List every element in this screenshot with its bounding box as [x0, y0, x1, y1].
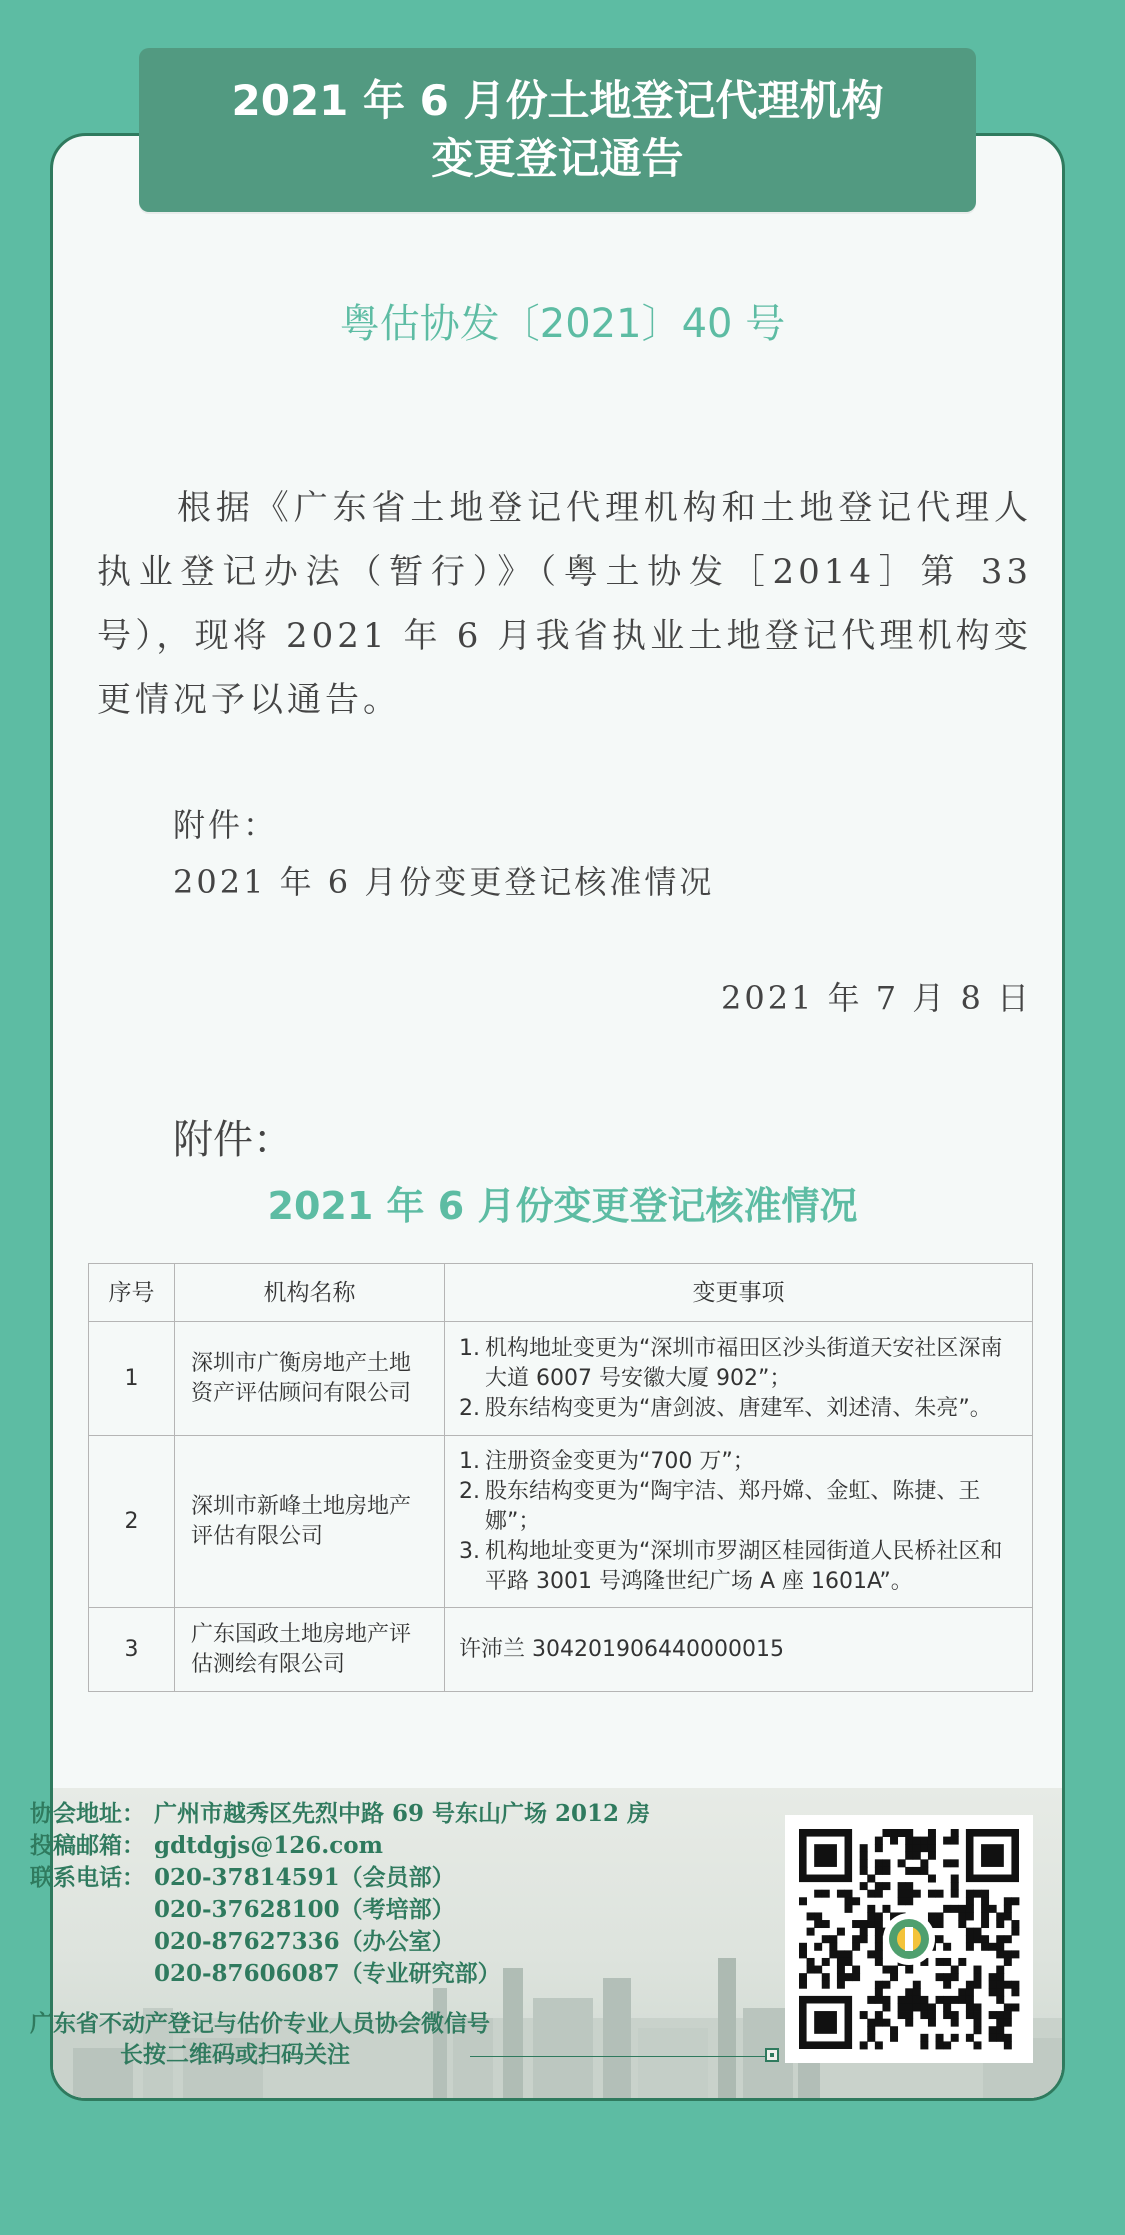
annex-heading: 附件：: [173, 1117, 293, 1163]
table-row: [89, 1608, 1033, 1692]
email-row: 投稿邮箱： gdtdgjs@126.com: [30, 1830, 650, 1862]
phone-number: 020-87627336（办公室）: [154, 1928, 455, 1955]
phone-number: 020-37628100（考培部）: [154, 1896, 455, 1923]
title-line-1: 2021 年 6 月份土地登记代理机构: [231, 76, 884, 125]
body-paragraph: 根据《广东省土地登记代理机构和土地登记代理人执业登记办法（暂行）》（粤土协发［2014］第 33 号），现将 2021 年 6 月我省执业土地登记代理机构变更情况予以通告。: [97, 488, 1032, 720]
phone-row: [30, 1894, 650, 1926]
change-item: 2. 股东结构变更为“唐剑波、唐建军、刘述清、朱亮”。: [459, 1395, 992, 1421]
title-line-2: 变更登记通告: [431, 134, 684, 183]
row-org: 深圳市广衡房地产土地资产评估顾问有限公司: [175, 1322, 445, 1436]
table-row: [89, 1322, 1033, 1436]
wechat-line-2: 长按二维码或扫码关注: [120, 2041, 350, 2068]
email-link[interactable]: gdtdgjs@126.com: [154, 1832, 383, 1859]
change-item: 1. 机构地址变更为“深圳市福田区沙头街道天安社区深南大道 6007 号安徽大厦 902”；: [459, 1335, 1003, 1391]
notice-date: 2021 年 7 月 8 日: [720, 979, 1032, 1017]
wechat-prompt: [30, 2008, 490, 2070]
contact-info: [30, 1798, 650, 1990]
attachment-label: 附件：: [173, 806, 279, 844]
change-item: 1. 注册资金变更为“700 万”；: [459, 1448, 755, 1474]
qr-code-icon[interactable]: [785, 1815, 1033, 2063]
document-number: 粤估协发〔2021〕40 号: [339, 301, 786, 347]
row-org: 深圳市新峰土地房地产评估有限公司: [175, 1436, 445, 1608]
row-changes: 许沛兰 304201906440000015: [445, 1608, 1033, 1692]
title-banner: [139, 48, 976, 212]
row-changes: [445, 1322, 1033, 1436]
header-no: 序号: [89, 1264, 175, 1322]
row-org: 广东国政土地房地产评估测绘有限公司: [175, 1608, 445, 1692]
header-org: 机构名称: [175, 1264, 445, 1322]
changes-table: [88, 1263, 1033, 1692]
table-row: [89, 1436, 1033, 1608]
change-item: 2. 股东结构变更为“陶宇洁、郑丹嫦、金虹、陈捷、王娜”；: [459, 1478, 981, 1534]
change-item: 3. 机构地址变更为“深圳市罗湖区桂园街道人民桥社区和平路 3001 号鸿隆世纪广场 A 座 1601A”。: [459, 1538, 1003, 1594]
annex-title: 2021 年 6 月份变更登记核准情况: [267, 1184, 858, 1228]
row-no: 3: [89, 1608, 175, 1692]
phone-number: 020-37814591（会员部）: [154, 1864, 455, 1891]
header-changes: 变更事项: [445, 1264, 1033, 1322]
divider-marker-icon: [765, 2048, 779, 2062]
phone-row: [30, 1926, 650, 1958]
phone-row: [30, 1958, 650, 1990]
attachment-title: 2021 年 6 月份变更登记核准情况: [173, 863, 715, 901]
row-no: 2: [89, 1436, 175, 1608]
address-row: 协会地址： 广州市越秀区先烈中路 69 号东山广场 2012 房: [30, 1798, 650, 1830]
address-text: 广州市越秀区先烈中路 69 号东山广场 2012 房: [154, 1800, 651, 1827]
wechat-line-1: 广东省不动产登记与估价专业人员协会微信号: [30, 2010, 490, 2037]
table-header-row: [89, 1264, 1033, 1322]
row-no: 1: [89, 1322, 175, 1436]
phone-row: 联系电话： 020-37814591（会员部）: [30, 1862, 650, 1894]
phone-number: 020-87606087（专业研究部）: [154, 1960, 501, 1987]
row-changes: [445, 1436, 1033, 1608]
divider-line: [470, 2056, 766, 2057]
